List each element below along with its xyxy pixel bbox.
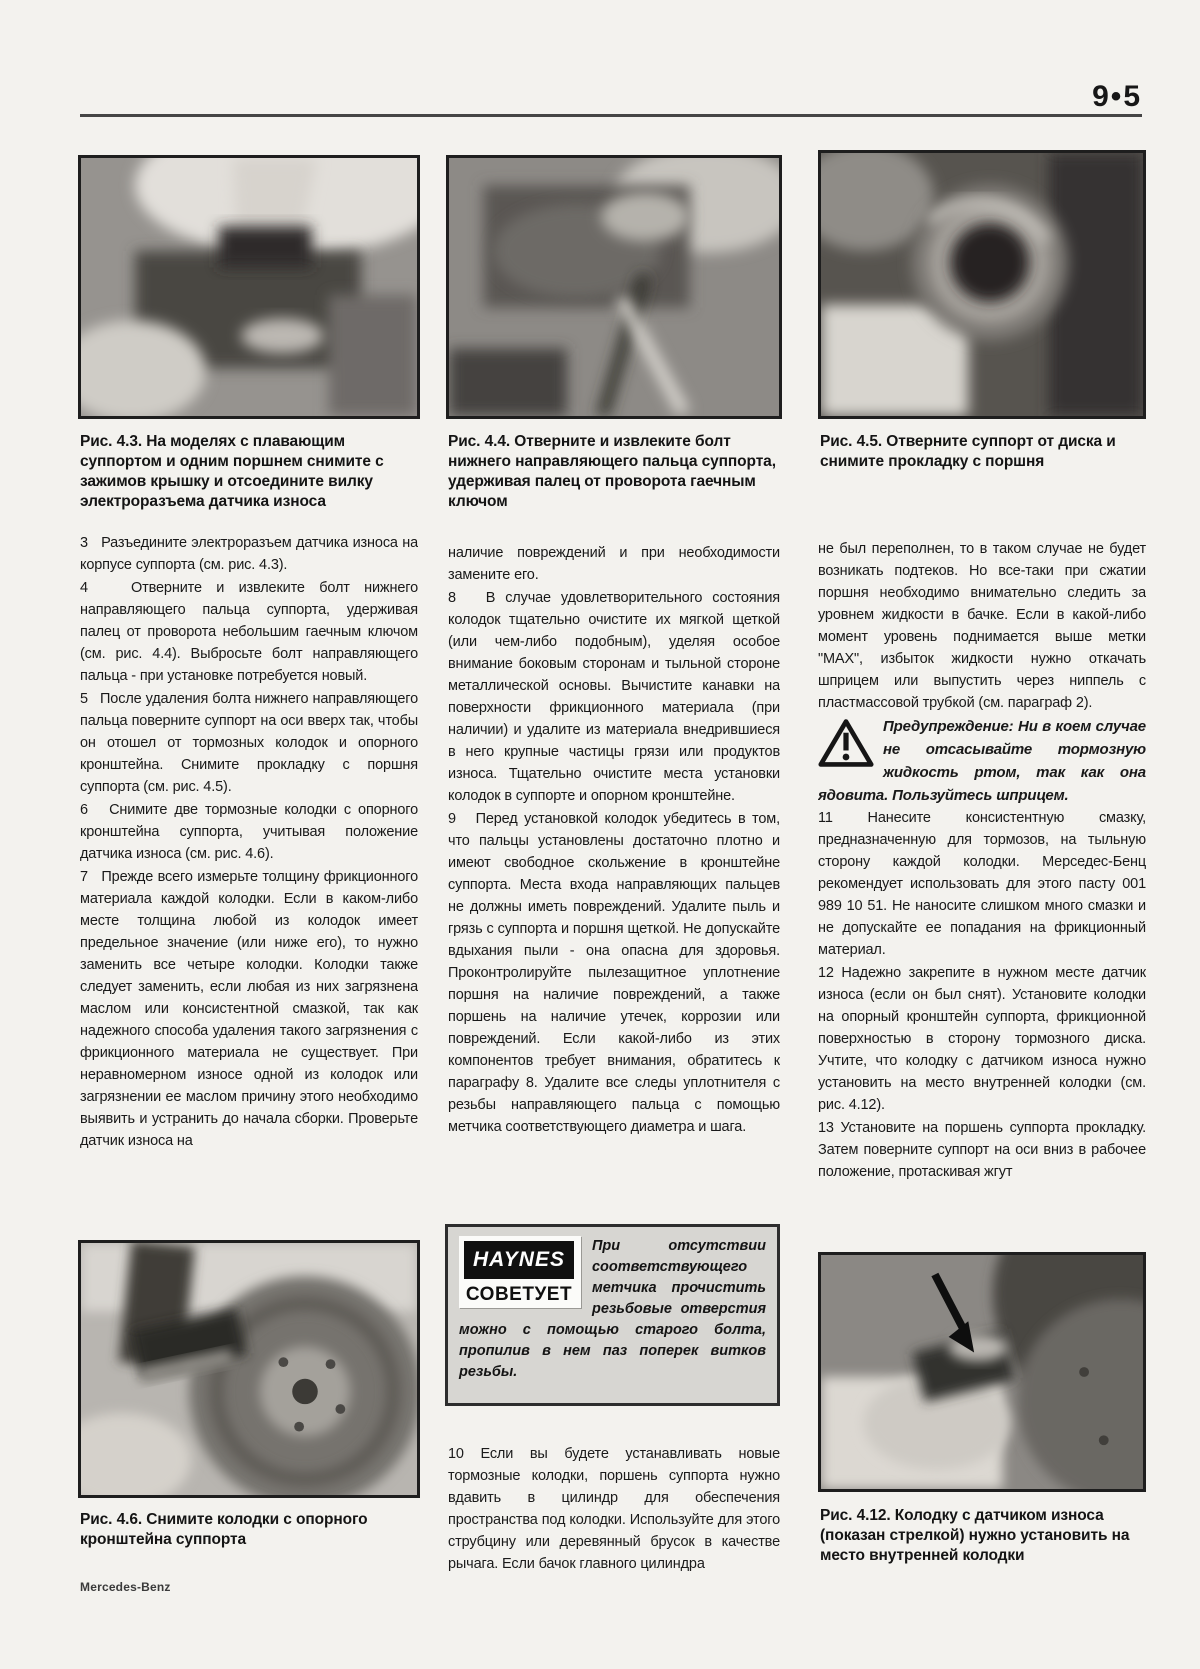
page-number: 9•5 <box>1092 80 1142 113</box>
figure-4-6-caption: Рис. 4.6. Снимите колодки с опорного кронштейна суппорта <box>80 1511 368 1548</box>
figure-4-6-photo <box>78 1240 420 1498</box>
figure-4-4-caption: Рис. 4.4. Отверните и извлеките болт нижнего направляющего пальца суппорта, удерживая палец от проворота гаечным ключом <box>448 433 776 510</box>
photo-illustration <box>821 1255 1143 1489</box>
header-rule <box>80 114 1142 117</box>
figure-4-12-caption: Рис. 4.12. Колодку с датчиком износа (показан стрелкой) нужно установить на место внутренней колодки <box>820 1507 1130 1564</box>
figure-4-12-photo <box>818 1252 1146 1492</box>
photo-illustration <box>81 1243 417 1495</box>
figure-4-5-caption: Рис. 4.5. Отверните суппорт от диска и снимите прокладку с поршня <box>820 433 1116 470</box>
photo-illustration <box>449 158 779 416</box>
haynes-logo: HAYNES <box>464 1241 574 1279</box>
step-10-continued: не был переполнен, то в таком случае не будет возникать подтеков. Но все-таки при сжатии поршня необходимо внимательно следить за уровнем жидкости в бачке. Если в какой-либо момент уровень поднимается выше метки "MAX", избыток жидкости нужно откачать шприцем или выпустить через ниппель с пластмассовой трубкой (см. параграф 2). <box>818 541 1146 711</box>
warning-note <box>818 715 1146 807</box>
haynes-tip-box <box>445 1224 780 1406</box>
photo-illustration <box>821 153 1143 416</box>
step-7: 7 Прежде всего измерьте толщину фрикционного материала каждой колодки. Если в каком-либо месте толщина любой из колодок имеет предельное значение (или ниже его), то нужно заменить все четыре колодки. Колодки также следует заменить, если любая из них загрязнена маслом или консистентной смазкой, так как надежного способа удаления такого загрязнения с фрикционного материала не существует. При неравномерном износе одной из колодок или загрязнении ее маслом причину этого необходимо выявить и устранить до начала сборки. Проверьте датчик износа на <box>80 869 418 1149</box>
haynes-advises-label: СОВЕТУЕТ <box>465 1284 573 1305</box>
figure-4-3-caption: Рис. 4.3. На моделях с плавающим суппортом и одним поршнем снимите с зажимов крышку и отсоедините вилку электроразъема датчика износа <box>80 433 384 510</box>
footer-brand: Mercedes-Benz <box>80 1580 171 1594</box>
text-column-3 <box>818 538 1146 1248</box>
step-4: 4 Отверните и извлеките болт нижнего направляющего пальца суппорта, удерживая палец от проворота небольшим гаечным ключом (см. рис. 4.4). Выбросьте болт направляющего пальца - при установке потребуется новый. <box>80 580 418 684</box>
step-9: 9 Перед установкой колодок убедитесь в том, что пальцы установлены достаточно плотно и имеют свободное скольжение в кронштейне суппорта. Места входа направляющих пальцев не должны иметь повреждений. Удалите пыль и грязь с суппорта и поршня щеткой. Не допускайте вдыхания пыли - она опасна для здоровья. Проконтролируйте пылезащитное уплотнение поршня на наличие повреждений, а также поршень на наличие утечек, коррозии или повреждений. Если какой-либо из этих компонентов требует внимания, обратитесь к параграфу 8. Удалите все следы уплотнителя с резьбы направляющего пальца с помощью метчика соответствующего диаметра и шага. <box>448 811 780 1135</box>
photo-illustration <box>81 158 417 416</box>
step-12: 12 Надежно закрепите в нужном месте датчик износа (если он был снят). Установите колодки на опорный кронштейн суппорта, фрикционной поверхностью в сторону тормозного диска. Учтите, что колодку с датчиком износа нужно установить на место внутренней колодки (см. рис. 4.12). <box>818 965 1146 1113</box>
step-6: 6 Снимите две тормозные колодки с опорного кронштейна суппорта, учитывая положение датчика износа (см. рис. 4.6). <box>80 802 418 862</box>
text-column-1 <box>80 532 418 1236</box>
step-10: 10 Если вы будете устанавливать новые тормозные колодки, поршень суппорта нужно вдавить в цилиндр для обеспечения пространства под колодки. Используйте для этого струбцину или деревянный брусок в качестве рычага. Если бачок главного цилиндра <box>448 1445 780 1572</box>
text-column-2 <box>448 542 780 1216</box>
figure-4-3-photo <box>78 155 420 419</box>
step-7-continued: наличие повреждений и при необходимости замените его. <box>448 545 780 583</box>
step-11: 11 Нанесите консистентную смазку, предназначенную для тормозов, на тыльную сторону каждой колодки. Мерседес-Бенц рекомендует использовать для этого пасту 001 989 10 51. Не наносите слишком много смазки и не допускайте ее попадания на фрикционный материал. <box>818 810 1146 958</box>
step-13: 13 Установите на поршень суппорта прокладку. Затем поверните суппорт на оси вниз в рабочее положение, протаскивая жгут <box>818 1120 1146 1180</box>
warning-text: Предупреждение: Ни в коем случае не отсасывайте тормозную жидкость ртом, так как она ядовита. Пользуйтесь шприцем. <box>818 718 1146 804</box>
step-8: 8 В случае удовлетворительного состояния колодок тщательно очистите их мягкой щеткой (или чем-либо подобным), уделяя особое внимание боковым сторонам и тыльной стороне металлической основы. Вычистите канавки на поверхности фрикционного материала (при наличии) и удалите из материала внедрившиеся в него крупные частицы грязи или продуктов износа. Тщательно очистите места установки колодок в суппорте и опорном кронштейне. <box>448 590 780 804</box>
figure-4-5-photo <box>818 150 1146 419</box>
figure-4-4-photo <box>446 155 782 419</box>
haynes-tip-text: При отсутствии соответствующего метчика прочистить резьбовые отверстия можно с помощью старого болта, пропилив в нем паз поперек витков резьбы. <box>459 1238 766 1380</box>
step-5: 5 После удаления болта нижнего направляющего пальца поверните суппорт на оси вверх так, чтобы он отошел от тормозных колодок и опорного кронштейна. Снимите прокладку с поршня суппорта (см. рис. 4.5). <box>80 691 418 795</box>
step-3: 3 Разъедините электроразъем датчика износа на корпусе суппорта (см. рис. 4.3). <box>80 535 418 573</box>
warning-triangle-icon <box>818 718 874 768</box>
haynes-badge <box>459 1236 581 1308</box>
